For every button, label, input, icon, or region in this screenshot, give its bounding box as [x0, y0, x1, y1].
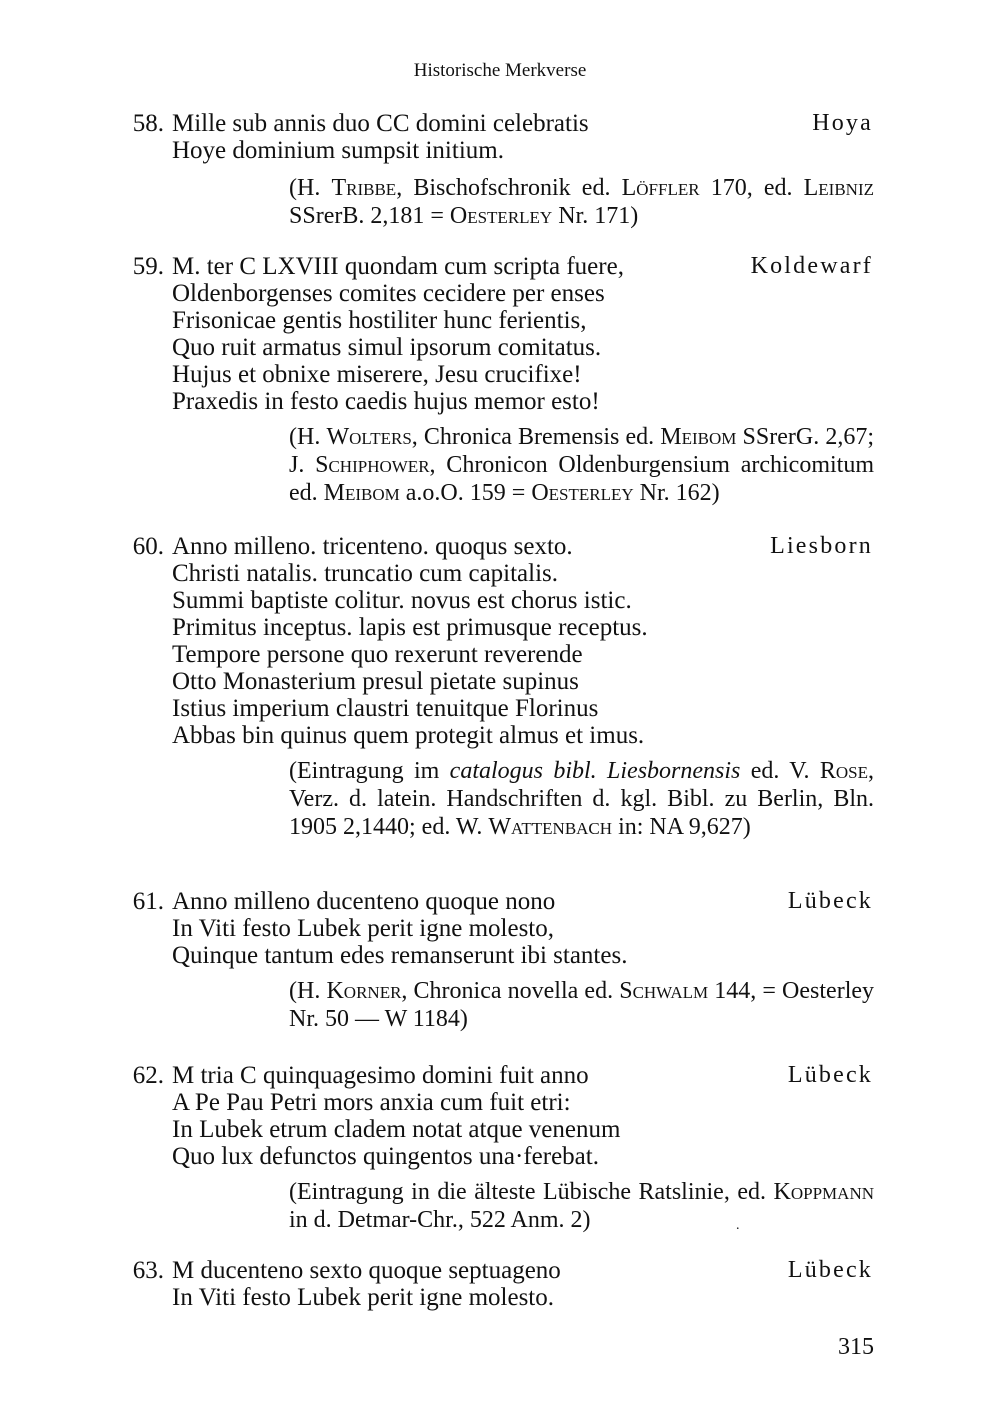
verse-line: Abbas bin quinus quem protegit almus et imus. [172, 722, 645, 749]
place-name: Hoya [812, 110, 873, 136]
running-head: Historische Merkverse [413, 60, 587, 81]
verse-line: Mille sub annis duo CC domini celebratis [172, 110, 589, 137]
page-number: 315 [838, 1334, 874, 1360]
verse-block [172, 110, 732, 164]
entry-number: 60. [132, 533, 164, 560]
verse-line: Primitus inceptus. lapis est primusque receptus. [172, 614, 648, 641]
verse-block [172, 253, 732, 415]
entry-number: 63. [132, 1257, 164, 1284]
verse-line: Hoye dominium sumpsit initium. [172, 137, 504, 164]
place-name: Koldewarf [750, 253, 873, 279]
verse-line: In Viti festo Lubek perit igne molesto, [172, 915, 554, 942]
place-name: Lübeck [787, 1062, 873, 1088]
verse-line: Hujus et obnixe miserere, Jesu crucifixe! [172, 361, 582, 388]
verse-line: Otto Monasterium presul pietate supinus [172, 668, 579, 695]
verse-line: A Pe Pau Petri mors anxia cum fuit etri: [172, 1089, 571, 1116]
source-note: (H. Tribbe, Bischofschronik ed. Löffler 170, ed. Leibniz SSrerB. 2,181 = Oesterley Nr. 171) [289, 175, 875, 229]
verse-line: Istius imperium claustri tenuitque Florinus [172, 695, 599, 722]
verse-block [172, 888, 732, 969]
verse-line: Frisonicae gentis hostiliter hunc ferientis, [172, 307, 587, 334]
place-name: Lübeck [787, 1257, 873, 1283]
entry-number: 61. [132, 888, 164, 915]
verse-block [172, 1062, 732, 1170]
place-name: Lübeck [787, 888, 873, 914]
verse-line: Quo ruit armatus simul ipsorum comitatus. [172, 334, 602, 361]
verse-block [172, 533, 732, 749]
verse-line: Praxedis in festo caedis hujus memor esto! [172, 388, 600, 415]
verse-line: M tria C quinquagesimo domini fuit anno [172, 1062, 589, 1089]
entry-number: 58. [132, 110, 164, 137]
source-note: (Eintragung in die älteste Lübische Ratslinie, ed. Koppmann in d. Detmar-Chr., 522 Anm. 2) [289, 1179, 874, 1233]
verse-line: In Lubek etrum cladem notat atque venenum [172, 1116, 621, 1143]
verse-line: M. ter C LXVIII quondam cum scripta fuere, [172, 253, 624, 280]
verse-line: Quinque tantum edes remanserunt ibi stantes. [172, 942, 628, 969]
verse-line: M ducenteno sexto quoque septuageno [172, 1257, 561, 1284]
verse-line: Tempore persone quo rexerunt reverende [172, 641, 583, 668]
verse-line: Oldenborgenses comites cecidere per enses [172, 280, 605, 307]
entry-number: 59. [132, 253, 164, 280]
stray-mark: . [736, 1218, 740, 1233]
source-note: (H. Wolters, Chronica Bremensis ed. Meibom SSrerG. 2,67; J. Schiphower, Chronicon Oldenburgensium archicomitum ed. Meibom a.o.O. 159 = Oesterley Nr. 162) [289, 424, 875, 506]
verse-line: Anno milleno ducenteno quoque nono [172, 888, 556, 915]
verse-line: Quo lux defunctos quingentos una·ferebat. [172, 1143, 599, 1170]
entry-number: 62. [132, 1062, 164, 1089]
verse-line: Summi baptiste colitur. novus est chorus istic. [172, 587, 632, 614]
verse-line: Anno milleno. tricenteno. quoqus sexto. [172, 533, 573, 560]
source-note: (Eintragung im catalogus bibl. Liesbornensis ed. V. Rose, Verz. d. latein. Handschriften d. kgl. Bibl. zu Berlin, Bln. 1905 2,1440; ed. W. Wattenbach in: NA 9,627) [289, 758, 875, 840]
verse-line: In Viti festo Lubek perit igne molesto. [172, 1284, 554, 1311]
source-note: (H. Korner, Chronica novella ed. Schwalm 144, = Oesterley Nr. 50 — W 1184) [289, 978, 875, 1032]
verse-block [172, 1257, 732, 1311]
place-name: Liesborn [770, 533, 873, 559]
verse-line: Christi natalis. truncatio cum capitalis. [172, 560, 559, 587]
